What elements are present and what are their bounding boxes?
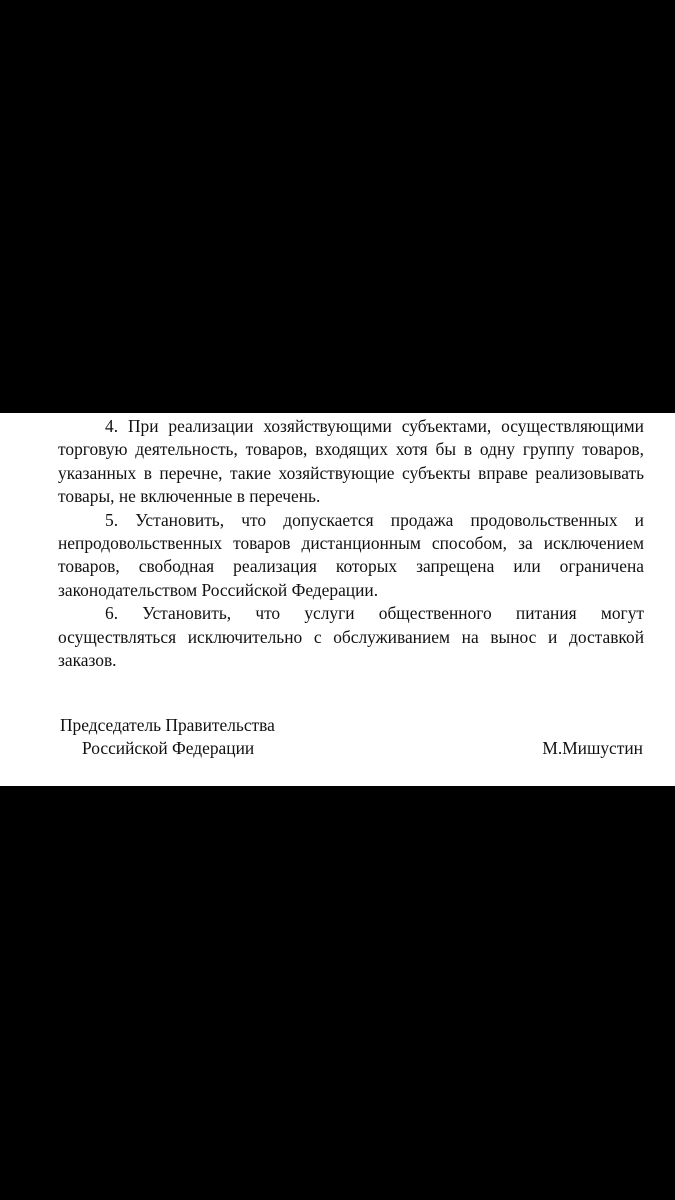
signature-block [58, 714, 644, 762]
document-body [58, 415, 644, 672]
document-page [0, 413, 675, 786]
signer-position-line-2: Российской Федерации [82, 738, 255, 758]
paragraph-6: 6. Установить, что услуги общественного питания могут осуществляться исключительно с обслуживанием на вынос и доставкой заказов. [58, 603, 644, 671]
paragraph-5: 5. Установить, что допускается продажа продовольственных и непродовольственных товаров дистанционным способом, за исключением товаров, свободная реализация которых запрещена или ограничена законодательством Российской Федерации. [58, 509, 644, 600]
signer-name: М.Мишустин [542, 738, 643, 758]
paragraph-4: 4. При реализации хозяйствующими субъектами, осуществляющими торговую деятельность, товаров, входящих хотя бы в одну группу товаров, указанных в перечне, такие хозяйствующие субъекты вправе реализовывать товары, не включенные в перечень. [58, 416, 644, 507]
signer-position-line-1: Председатель Правительства [60, 715, 275, 735]
